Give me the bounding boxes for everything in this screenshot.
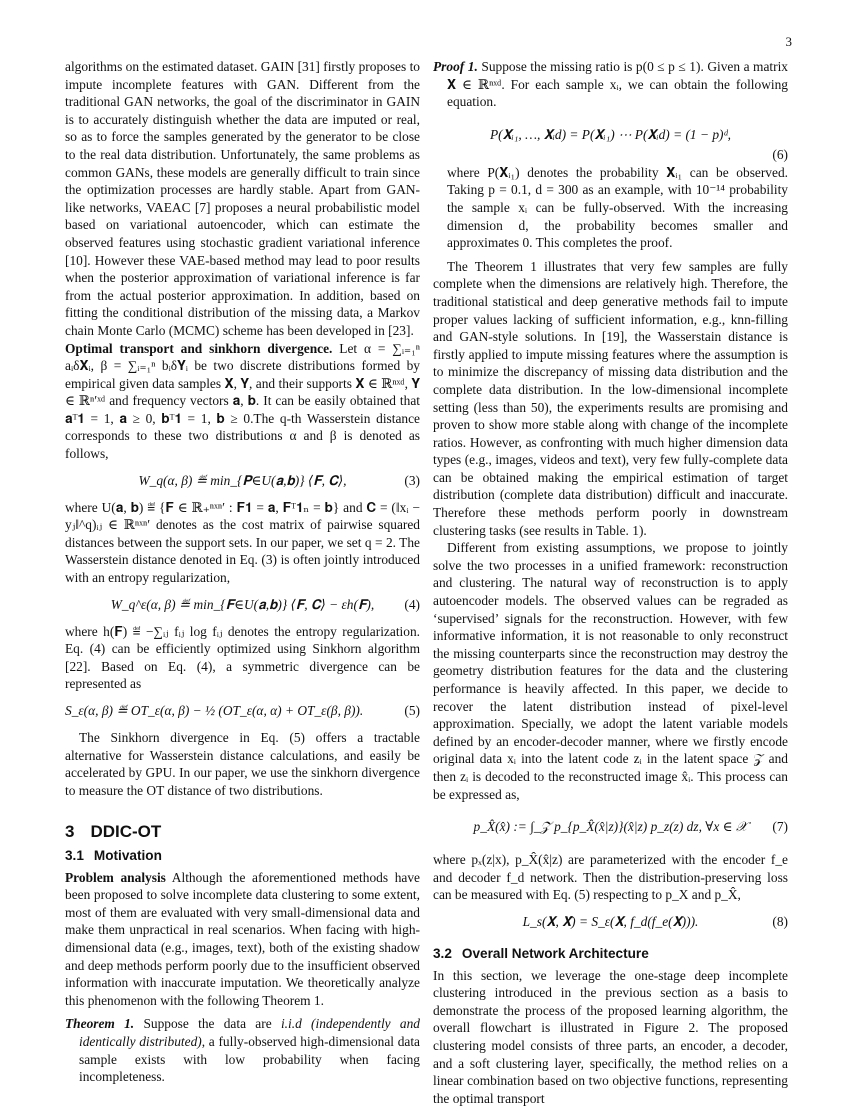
paragraph-problem-analysis [65,869,420,1010]
subsection-3-1-heading [65,847,420,865]
paragraph-gain: algorithms on the estimated dataset. GAIN [31] firstly proposes to impute incomplete features with GAN. Different from the traditional GAN networks, the goal of the discriminator in GAIN is to accurately distinguish whether the data are imputed or real, so as to force the samples generated by the generator to be close to the real data distribution. Unfortunately, the same problems as common GANs, these models are generally difficult to train since the optimization processes are hardly stable. Apart from GAN-like networks, VAEAC [7] proposes a neural probabilistic model based on variational autoencoder, which can estimate the observed features using stochastic gradient variational inference [10]. However these VAE-based method may lead to poor results when the posterior approximation of variational inference is far from the actual posterior approximation. In addition, based on fitting the conditional distribution of the missing data, a Markov chain Monte Carlo (MCMC) scheme has been developed in [23]. [65,59,420,338]
equation-8-body: L_s(𝐗, 𝐗̂) = S_ε(𝐗, f_d(f_e(𝐗))). [522,914,699,930]
proof-1-label: Proof 1. [433,59,478,74]
paragraph-optimal-transport [65,340,420,463]
proof-1-where: where P(𝐗ᵢ₁) denotes the probability 𝐗ᵢ₁ can be observed. Taking p = 0.1, d = 300 as an example, with 10⁻¹⁴ probability the sample xᵢ can be fully-observed. With the increasing dimension d, the probability becomes smaller and approximates 0. This completes the proof. [447,164,788,251]
equation-4 [65,596,420,614]
subsection-3-2-heading [433,945,788,963]
theorem-1 [65,1015,420,1085]
problem-analysis-text: Although the aforementioned methods have been proposed to solve incomplete data clustering to some extent, most of them are evaluated with very small-dimensional data and make them unpractical in real scenarios. When facing with high-dimensional data (e.g., images, text), both of the existing shadow and deep methods perform poorly due to the insufficient observed information with inaccurate imputation. We theoretically analyze this phenomenon with the following Theorem 1. [65,869,420,1008]
proof-1-text: Suppose the missing ratio is p(0 ≤ p ≤ 1). Given a matrix 𝐗 ∈ ℝⁿˣᵈ. For each sample xᵢ, we can obtain the following equation. [447,59,789,110]
equation-4-number: (4) [404,596,420,612]
page-number: 3 [785,34,792,49]
equation-6-number: (6) [772,147,788,163]
equation-5-number: (5) [404,703,420,719]
ot-text: Let α = ∑ᵢ₌₁ⁿ aᵢδ𝐗ᵢ, β = ∑ᵢ₌₁ⁿ bᵢδ𝐘ᵢ be two discrete distributions formed by empirical given data samples 𝐗, 𝐘, and their supports 𝐗 ∈ ℝⁿˣᵈ, 𝐘 ∈ ℝⁿ′ˣᵈ and frequency vectors 𝐚, 𝐛. It can be easily obtained that 𝐚ᵀ𝟏 = 1, 𝐚 ≥ 0, 𝐛ᵀ𝟏 = 1, 𝐛 ≥ 0.The q-th Wasserstein distance corresponds to these two distributions α and β is denoted as follows, [65,340,420,462]
equation-5 [65,702,420,720]
paragraph-where-h: where h(𝐅) ≝ −∑ᵢⱼ fᵢⱼ log fᵢⱼ denotes the entropy regularization. Eq. (4) can be efficiently optimized using Sinkhorn algorithm [22]. Based on Eq. (4), a symmetric divergence can be represented as [65,623,420,692]
subsection-3-1-number: 3.1 [65,847,84,863]
theorem-1-pre: Suppose the data are [143,1016,272,1032]
section-3-number: 3 [65,822,75,842]
equation-3-body: W_q(α, β) ≝ min_{𝐏∈U(𝐚,𝐛)} ⟨𝐅, 𝐂⟩, [138,472,347,488]
equation-7-number: (7) [772,819,788,835]
subsection-3-1-title: Motivation [93,847,162,863]
equation-4-body: W_q^ε(α, β) ≝ min_{𝐅∈U(𝐚,𝐛)} ⟨𝐅, 𝐂⟩ − εh(𝐅), [110,596,375,612]
subsection-3-2-title: Overall Network Architecture [461,945,649,961]
equation-6 [433,120,788,163]
subsection-3-2-number: 3.2 [433,945,452,961]
paragraph-theorem-discussion: The Theorem 1 illustrates that very few samples are fully complete when the dimensions are relatively high. Therefore, the traditional statistical and deep generative methods fail to impute proper values lacking of sufficient information, e.g., knn-filling and GAN-style solutions. In [19], the Wasserstain distance is firstly applied to impute missing features where the assumption is to minimize the discrepancy of missing data distribution and the complete data distribution. In the low-dimensional incomplete setting (less than 50), the experiments results are promising and proven to show more stable along with change of the incomplete ratios. However, as confronting with much higher dimension data types (e.g., images, videos and text), very few fully-complete data can be obtained making the empirical estimation of target distribution (complete data distribution) difficult and inaccurate. Therefore these methods perform poorly in downstream clustering tasks (see results in Table. 1). [433,258,788,538]
equation-5-body: S_ε(α, β) ≝ OT_ε(α, β) − ½ (OT_ε(α, α) + OT_ε(β, β)). [65,703,364,719]
equation-3-number: (3) [404,472,420,488]
equation-7 [433,812,788,842]
paragraph-sinkhorn: The Sinkhorn divergence in Eq. (5) offers a tractable alternative for Wasserstein distance calculations, and easily be accelerated by GPU. In our paper, we use the sinkhorn divergence to measure the OT distance of two distributions. [65,730,420,798]
equation-8 [433,913,788,931]
paragraph-where-u: where U(𝐚, 𝐛) ≝ {𝐅 ∈ ℝ₊ⁿˣⁿ′ : 𝐅𝟏 = 𝐚, 𝐅ᵀ𝟏ₙ = 𝐛} and 𝐂 = (‖xᵢ − yⱼ‖^q)ᵢⱼ ∈ ℝⁿˣⁿ′ denotes as the cost matrix of pairwise squared distances between the support sets. In our paper, we set q = 2. The Wasserstein distance denoted in Eq. (3) is often jointly introduced with an entropy regularization, [65,499,420,586]
theorem-1-iid: i.i.d (independently and identically distributed) [79,1016,420,1049]
paragraph-architecture: In this section, we leverage the one-stage deep incomplete clustering introduced in the previous section as a basis to demonstrate the process of the proposed learning algorithm, the overall flowchart is illustrated in Figure 2. The proposed clustering model consists of three parts, an encoder, a decoder, and a soft clustering layer, specifically, the method relies on a linear combination based on two objective functions, representing the optimal transport [433,967,788,1106]
equation-7-body: p_X̂(x̂) := ∫_𝒵 p_{p_X̂(x̂|z)}(x̂|z) p_z(z) dz, ∀x ∈ 𝒳 [473,819,748,835]
equation-8-number: (8) [772,914,788,930]
ot-heading: Optimal transport and sinkhorn divergence. [65,340,333,356]
problem-analysis-heading: Problem analysis [65,869,166,885]
proof-1 [433,58,788,111]
section-3-heading [65,823,420,841]
equation-6-body: P(𝐗ᵢ₁, …, 𝐗ᵢd) = P(𝐗ᵢ₁) ⋯ P(𝐗ᵢd) = (1 − p)ᵈ, [489,126,731,142]
left-column [65,58,420,1086]
equation-3 [65,472,420,490]
paragraph-where-px: where pₓ(z|x), p_X̂(x̂|z) are parameterized with the encoder f_e and decoder f_d network. Then the distribution-preserving loss can be measured with Eq. (5) respecting to p_X and p_X̂, [433,852,788,903]
theorem-1-label: Theorem 1. [65,1016,135,1032]
right-column [433,58,788,1107]
section-3-title: DDIC-OT [90,822,162,842]
paragraph-different: Different from existing assumptions, we propose to jointly solve the two processes in a unified framework: reconstruction and clustering. The natural way of reconstruction is to apply autoencoder models. The observed values can be regraded as ‘supervised’ signals for the reconstruction. However, with few informative information, it is not reasonable to only reconstruct the missing counterparts since the reconstruction may destroy the geometry distribution features for the data and the clustering performance is heavily affected. In this paper, we decide to recover the latent distribution instead of pixel-level approximation. Specially, we adopt the latent variable models defined by an encoder-decoder manner, where we firstly encode original data xᵢ into the latent code zᵢ in the latent space 𝒵 and then zᵢ is decoded to the reconstructed image x̂ᵢ. This process can be expressed as, [433,540,788,802]
theorem-1-post: , a fully-observed high-dimensional data sample exists with low probability when facing incompleteness. [79,1033,421,1085]
